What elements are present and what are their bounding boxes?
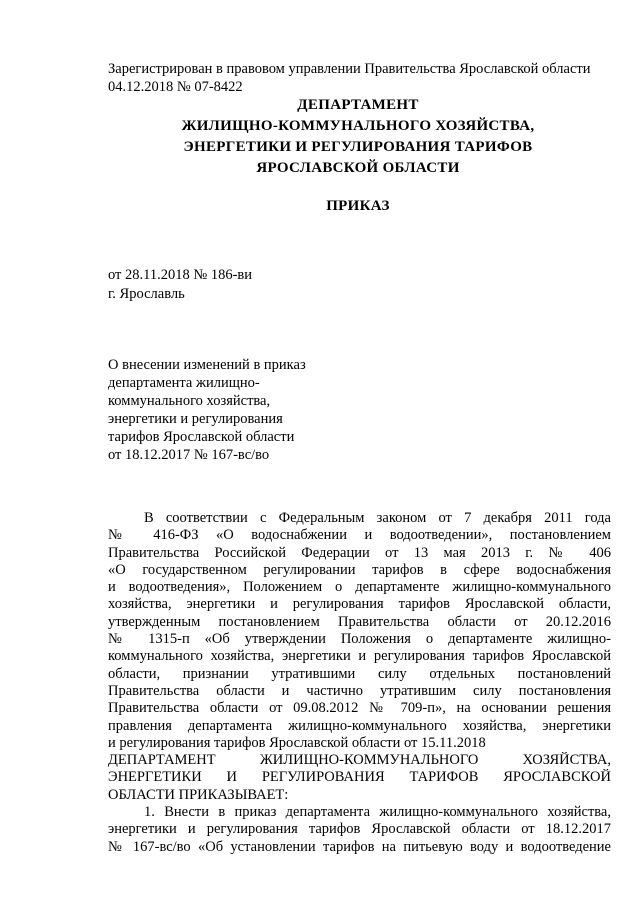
body-line: энергетики и регулирования тарифов Ярославской области от 18.12.2017 (108, 821, 611, 838)
subject-line: энергетики и регулирования (108, 411, 283, 427)
body-line: правления департамента жилищно-коммунального хозяйства, энергетики (108, 717, 611, 734)
body-line: области, признании утратившими силу отдельных постановлений (108, 665, 611, 682)
order-date-number: от 28.11.2018 № 186-ви (108, 267, 253, 283)
body-line: «О государственном регулировании тарифов в сфере водоснабжения (108, 561, 611, 578)
registration-line-2: 04.12.2018 № 07-8422 (108, 79, 243, 95)
order-city: г. Ярославль (108, 286, 185, 302)
body-line: и водоотведения», Положением о департаменте жилищно-коммунального (108, 579, 611, 596)
subject-line: О внесении изменений в приказ (108, 357, 306, 373)
body-line: и регулирования тарифов Ярославской области от 15.11.2018 (108, 734, 486, 751)
header-line-3: ЭНЕРГЕТИКИ И РЕГУЛИРОВАНИЯ ТАРИФОВ (183, 139, 533, 155)
body-line: хозяйства, энергетики и регулирования тарифов Ярославской области, (108, 596, 611, 613)
doc-type-title: ПРИКАЗ (326, 198, 390, 214)
header-department: ДЕПАРТАМЕНТ (297, 97, 419, 113)
body-line: утвержденным постановлением Правительства области от 20.12.2016 (108, 613, 611, 630)
body-line: 1. Внести в приказ департамента жилищно-коммунального хозяйства, (144, 804, 611, 821)
body-line: ДЕПАРТАМЕНТ ЖИЛИЩНО-КОММУНАЛЬНОГО ХОЗЯЙСТВА, (108, 752, 611, 769)
body-line: № 167-вс/во «Об установлении тарифов на питьевую воду и водоотведение (108, 838, 611, 855)
registration-line-1: Зарегистрирован в правовом управлении Правительства Ярославской области (108, 61, 591, 77)
body-line: коммунального хозяйства, энергетики и регулирования тарифов Ярославской (108, 648, 611, 665)
body-line: ОБЛАСТИ ПРИКАЗЫВАЕТ: (108, 786, 289, 803)
body-line: Правительства области от 09.08.2012 № 709-п», на основании решения (108, 700, 611, 717)
header-line-2: ЖИЛИЩНО-КОММУНАЛЬНОГО ХОЗЯЙСТВА, (181, 118, 535, 134)
body-line: Правительства Российской Федерации от 13 мая 2013 г. № 406 (108, 544, 611, 561)
body-text (108, 510, 611, 856)
subject-line: от 18.12.2017 № 167-вс/во (108, 447, 270, 463)
subject-line: тарифов Ярославской области (108, 429, 295, 445)
body-line: № 416-ФЗ «О водоснабжении и водоотведении», постановлением (108, 527, 611, 544)
body-line: ЭНЕРГЕТИКИ И РЕГУЛИРОВАНИЯ ТАРИФОВ ЯРОСЛАВСКОЙ (108, 769, 611, 786)
subject-line: департамента жилищно- (108, 375, 260, 391)
body-line: № 1315-п «Об утверждении Положения о департаменте жилищно- (108, 631, 611, 648)
body-line: В соответствии с Федеральным законом от 7 декабря 2011 года (144, 510, 611, 526)
header-line-4: ЯРОСЛАВСКОЙ ОБЛАСТИ (256, 160, 460, 176)
subject-line: коммунального хозяйства, (108, 393, 271, 409)
body-line: Правительства области и частично утратившим силу постановления (108, 682, 611, 699)
